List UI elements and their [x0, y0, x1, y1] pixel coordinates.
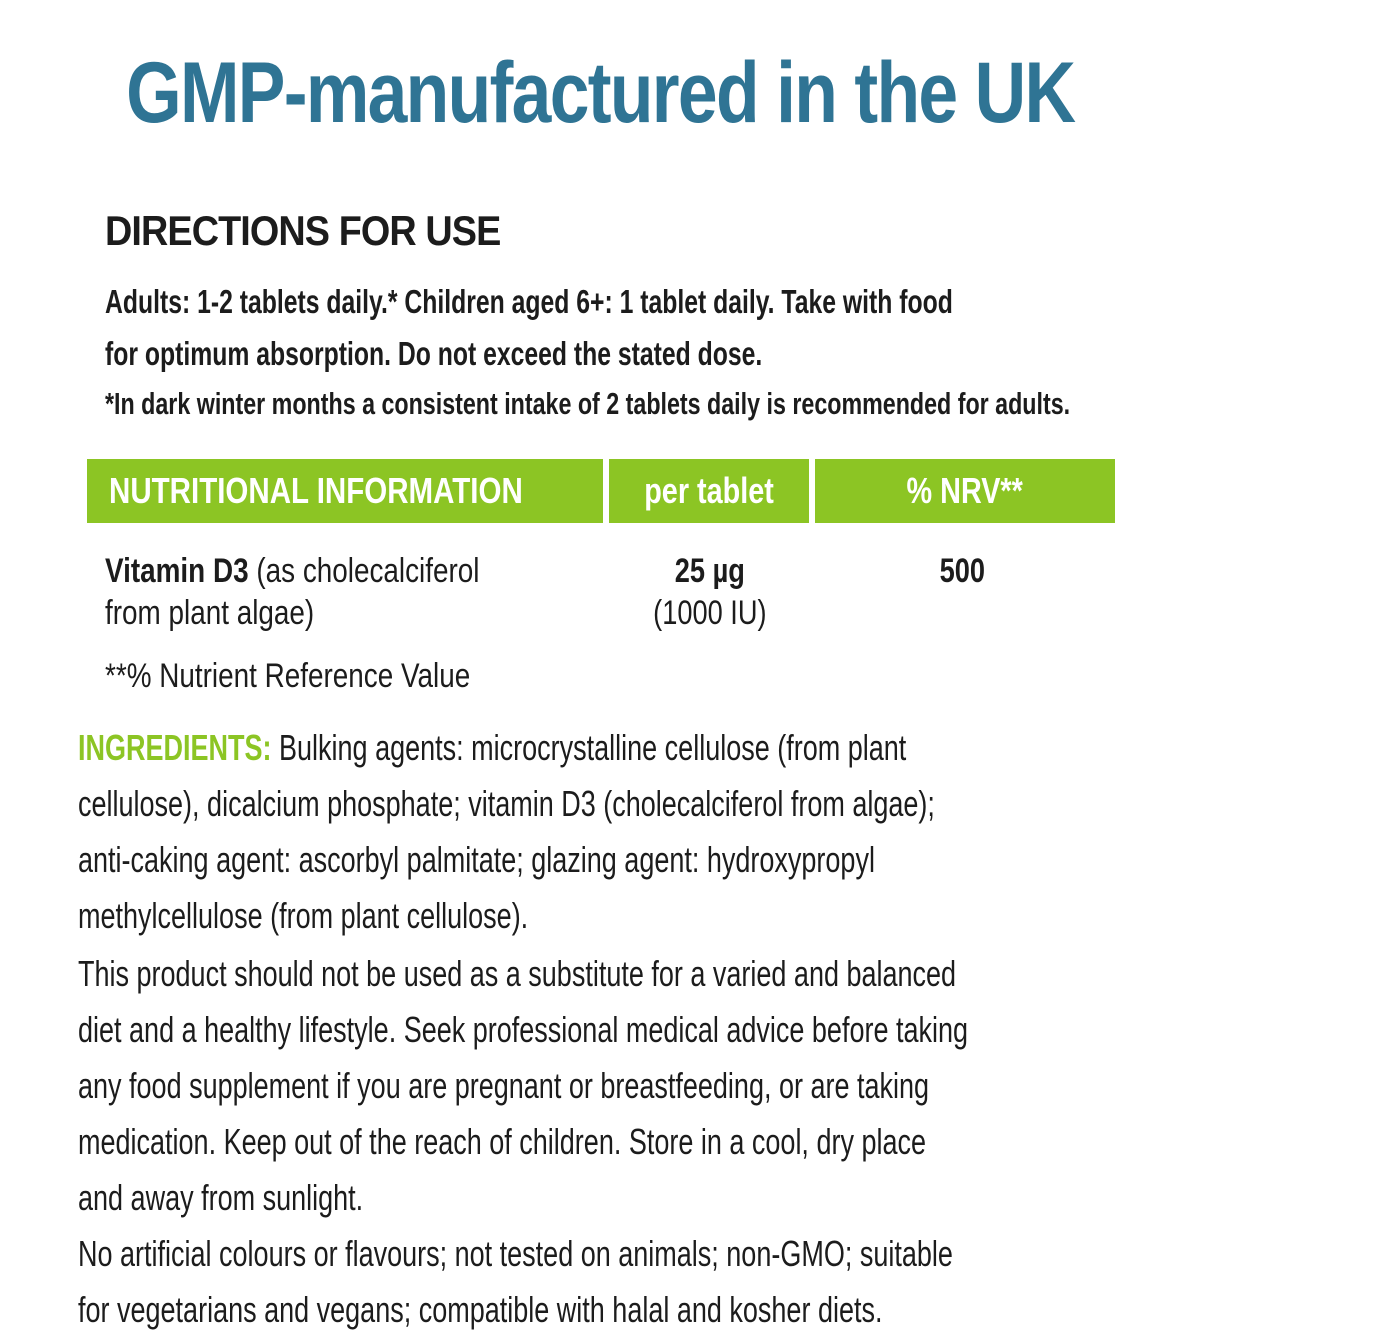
nrv-footnote-row	[105, 656, 1200, 703]
claims-line	[78, 1230, 1200, 1286]
directions-line	[105, 279, 1200, 331]
directions-body	[105, 279, 1200, 429]
nutrient-cell	[105, 550, 609, 634]
advisory-line	[78, 1174, 1200, 1230]
advisory-line	[78, 1006, 1200, 1062]
nrv-cell	[810, 550, 1115, 634]
nutrition-table	[0, 459, 1200, 703]
page-title-row	[0, 45, 1200, 161]
label-panel	[0, 45, 1200, 1330]
directions-section	[105, 209, 1200, 429]
header-label: per tablet	[644, 470, 774, 511]
amount-value: 25 µg	[674, 552, 745, 590]
nutrient-name-and-detail	[105, 550, 479, 592]
header-label: NUTRITIONAL INFORMATION	[109, 470, 523, 511]
amount-iu-line	[609, 592, 810, 634]
nutrient-detail: from plant algae)	[105, 594, 315, 632]
per-tablet-cell	[609, 550, 810, 634]
ingredients-text: Bulking agents: microcrystalline cellulose (from plant	[279, 727, 907, 768]
nutrient-line	[105, 592, 609, 634]
advisory-line	[78, 1062, 1200, 1118]
claims-paragraph	[78, 1230, 1200, 1342]
directions-heading: DIRECTIONS FOR USE	[105, 207, 501, 254]
advisory-paragraph	[78, 950, 1200, 1230]
nrv-footnote: **% Nutrient Reference Value	[105, 657, 471, 695]
directions-footnote-text: *In dark winter months a consistent intake of 2 tablets daily is recommended for adults.	[105, 386, 1071, 421]
nutrition-table-header	[87, 459, 1115, 523]
amount-iu-value: (1000 IU)	[652, 594, 767, 632]
directions-heading-row	[105, 209, 1200, 263]
advisory-text: diet and a healthy lifestyle. Seek professional medical advice before taking	[78, 1009, 969, 1050]
ingredients-line	[78, 780, 1200, 836]
ingredients-text: anti-caking agent: ascorbyl palmitate; glazing agent: hydroxypropyl	[78, 839, 875, 880]
directions-footnote	[105, 385, 1200, 429]
ingredients-line	[78, 836, 1200, 892]
ingredients-paragraph	[78, 724, 1200, 948]
advisory-text: any food supplement if you are pregnant or breastfeeding, or are taking	[78, 1065, 930, 1106]
ingredients-text: cellulose), dicalcium phosphate; vitamin D3 (cholecalciferol from algae);	[78, 783, 935, 824]
nutrient-line	[105, 550, 609, 592]
ingredients-label: INGREDIENTS:	[78, 727, 272, 768]
ingredients-line-text	[78, 724, 906, 772]
advisory-text: This product should not be used as a substitute for a varied and balanced	[78, 953, 957, 994]
claims-text: for vegetarians and vegans; compatible with halal and kosher diets.	[78, 1289, 883, 1330]
header-cell-nrv	[815, 459, 1115, 523]
amount-line	[609, 550, 810, 592]
claims-text: No artificial colours or flavours; not tested on animals; non-GMO; suitable	[78, 1233, 953, 1274]
claims-line	[78, 1286, 1200, 1342]
ingredients-text: methylcellulose (from plant cellulose).	[78, 895, 529, 936]
advisory-line	[78, 1118, 1200, 1174]
table-row	[105, 550, 1200, 634]
ingredients-line	[78, 724, 1200, 780]
directions-line-text: for optimum absorption. Do not exceed the stated dose.	[105, 335, 763, 372]
header-cell-per-tablet	[609, 459, 809, 523]
nrv-line	[810, 550, 1115, 592]
header-cell-nutritional-information	[87, 459, 603, 523]
advisory-text: medication. Keep out of the reach of children. Store in a cool, dry place	[78, 1121, 927, 1162]
directions-line	[105, 331, 1200, 383]
advisory-line	[78, 950, 1200, 1006]
nrv-value: 500	[939, 552, 986, 590]
nutrient-name: Vitamin D3	[105, 552, 249, 590]
page-title: GMP-manufactured in the UK	[125, 45, 1075, 141]
ingredients-line	[78, 892, 1200, 948]
header-label: % NRV**	[906, 470, 1024, 511]
advisory-text: and away from sunlight.	[78, 1177, 364, 1218]
directions-line-text: Adults: 1-2 tablets daily.* Children aged 6+: 1 tablet daily. Take with food	[105, 283, 953, 320]
nutrient-detail: (as cholecalciferol	[256, 552, 480, 590]
